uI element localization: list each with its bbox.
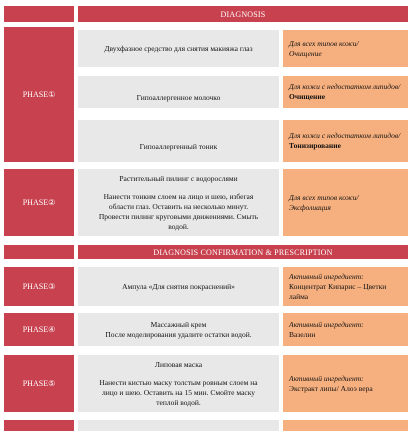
phase3-text: Ампула «Для снятия покраснений»	[122, 281, 235, 291]
phase4-ingredient-value: Вазелин	[289, 329, 316, 339]
phase1-item2-text: Гипоаллергенное молочко	[136, 93, 221, 102]
phase2-skin: Для всех типов кожи/	[289, 192, 359, 202]
phase1-item2-type	[283, 76, 408, 108]
phase1-item1-purpose: Очищение	[289, 48, 322, 58]
phase4-ingredient-label: Активный ингредиент:	[289, 319, 364, 329]
phase5-line3: теплой водой.	[156, 397, 201, 407]
phase5-ingredient	[283, 355, 408, 412]
phase2-title: Растительный пилинг с водорослями	[119, 173, 238, 183]
phase4-ingredient	[283, 313, 408, 346]
bottom-row-right	[283, 420, 408, 431]
phase1-item2-desc	[78, 76, 279, 108]
phase2-type	[283, 169, 408, 236]
phase1-item3-type	[283, 120, 408, 162]
phase1-item1-type	[283, 30, 408, 67]
phase3-label: PHASE③	[4, 267, 74, 306]
phase2-line3: Провести пилинг круговыми движениями. Смыть	[98, 211, 259, 221]
phase4-desc	[78, 313, 279, 346]
phase5-desc	[78, 355, 279, 412]
phase5-title: Липовая маска	[154, 359, 203, 369]
bottom-row-mid	[78, 420, 279, 431]
phase2-purpose: Эксфолиация	[289, 202, 331, 212]
phase1-item3-text: Гипоаллергенный тоник	[139, 142, 218, 151]
phase1-item1-text: Двухфазное средство для снятия макияжа глаз	[104, 43, 253, 53]
phase1-item3-purpose: Тонизирование	[289, 141, 341, 150]
phase5-ingredient-label: Активный ингредиент:	[289, 373, 364, 383]
phase5-line2: лицо и шею. Оставить на 15 мин. Смойте маску	[101, 387, 256, 397]
phase4-text: После моделирования удалите остатки водой.	[105, 329, 252, 339]
phase2-line1: Нанести тонким слоем на лицо и шею, избегая	[103, 191, 254, 201]
phase2-line4: водой.	[168, 221, 189, 231]
phase2-desc	[78, 169, 279, 236]
phase3-desc	[78, 267, 279, 306]
header-diagnosis: DIAGNOSIS	[78, 6, 408, 22]
bottom-row-left	[4, 420, 74, 431]
phase3-ingredient-value: Концентрат Кипарис – Цветки лайма	[289, 281, 387, 301]
phase5-spacer	[84, 370, 273, 378]
phase1-item2-purpose: Очищение	[289, 92, 326, 101]
header2-left-cell	[4, 245, 74, 259]
phase4-label: PHASE④	[4, 313, 74, 346]
phase1-item1-skin: Для всех типов кожи/	[289, 38, 359, 48]
phase1-item3-desc	[78, 120, 279, 162]
phase5-ingredient-value: Экстракт липы/ Алоэ вера	[289, 383, 373, 393]
phase1-item2-skin: Для кожи с недостатком липидов/	[289, 82, 401, 91]
phase1-item1-desc	[78, 30, 279, 67]
phase1-label: PHASE①	[4, 27, 74, 162]
phase3-ingredient	[283, 267, 408, 306]
phase5-label: PHASE⑤	[4, 355, 74, 412]
phase2-label: PHASE②	[4, 169, 74, 236]
header-left-cell	[4, 6, 74, 22]
phase3-ingredient-label: Активный ингредиент:	[289, 271, 364, 281]
phase2-spacer	[84, 184, 273, 192]
phase1-item3-skin: Для кожи с недостатком липидов/	[289, 131, 401, 140]
phase5-line1: Нанести кистью маску толстым ровным слоем на	[99, 377, 258, 387]
phase4-title: Массажный крем	[150, 319, 207, 329]
header-diagnosis-confirmation: DIAGNOSIS CONFIRMATION & PRESCRIPTION	[78, 245, 408, 259]
phase2-line2: области глаз. Оставить на несколько минут.	[108, 201, 249, 211]
